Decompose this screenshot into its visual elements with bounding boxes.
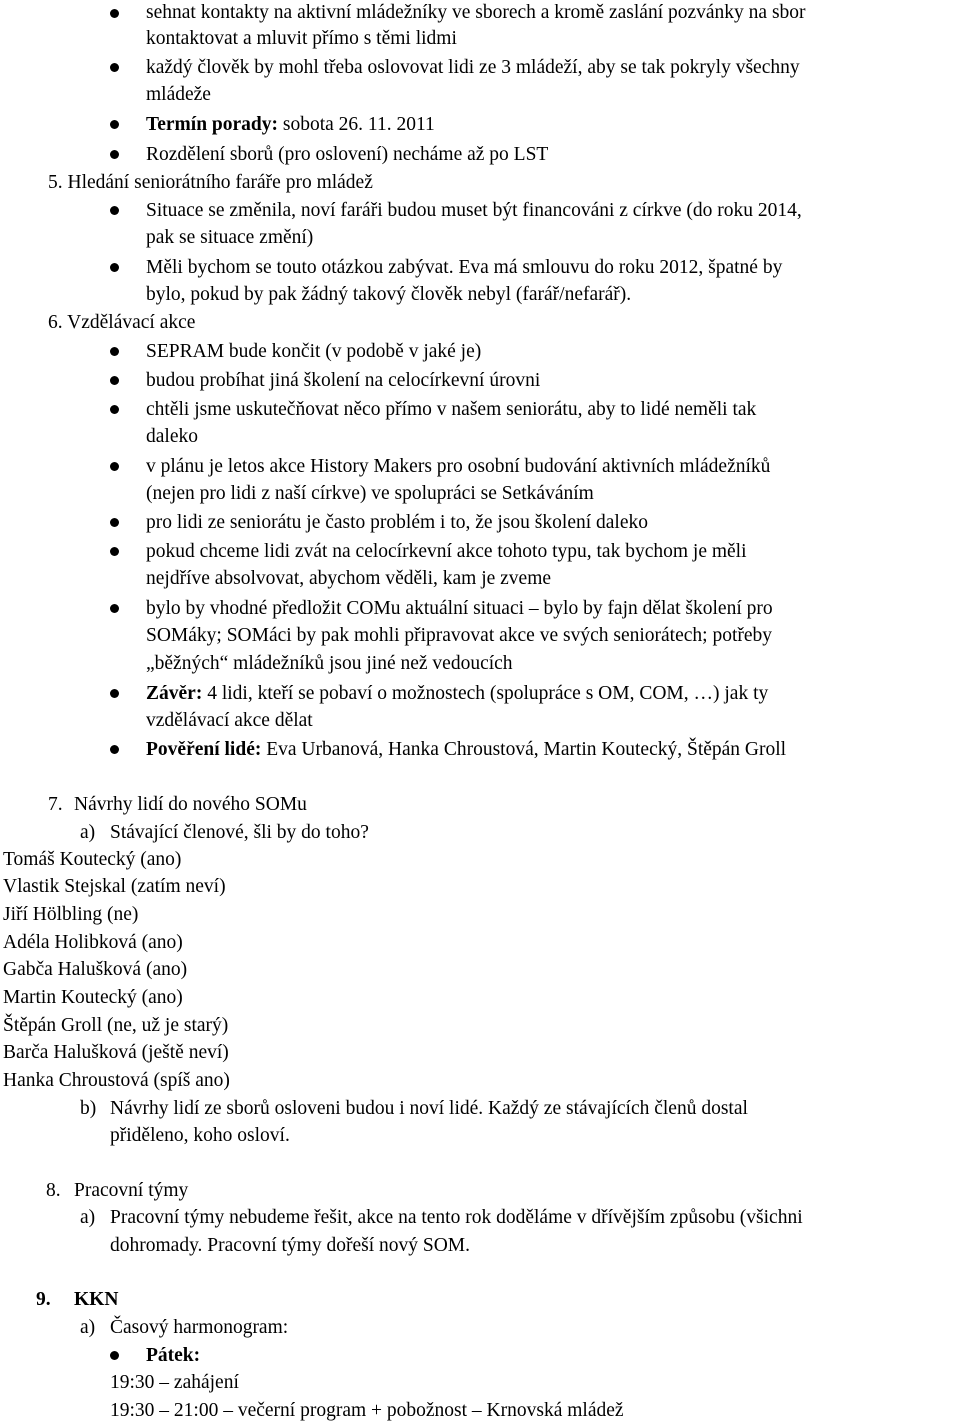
bullet-icon [110,1351,119,1360]
s5-bullet-1-line-1: Situace se změnila, noví faráři budou muset být financováni z církve (do roku 2014, [146,200,802,221]
s4-bullet-3 [146,111,435,139]
s5-bullet-2-line-2: bylo, pokud by pak žádný takový člověk nebyl (farář/nefarář). [146,284,632,305]
schedule-item: 19:30 – 21:00 – večerní program + pobožnost – Krnovská mládež [110,1400,624,1421]
bullet-icon [110,547,119,556]
bullet-icon [110,120,119,129]
s7-b-line-2: přiděleno, koho osloví. [110,1125,290,1146]
bullet-icon [110,518,119,527]
section-8-heading: Pracovní týmy [74,1180,189,1201]
s4-bullet-2-line-1: každý člověk by mohl třeba oslovovat lidi ze 3 mládeží, aby se tak pokryly všechny [146,57,800,78]
s5-bullet-1-line-2: pak se situace změní) [146,227,314,248]
s6-bullet-6-line-1: pokud chceme lidi zvát na celocírkevní akce tohoto typu, tak bychom je měli [146,541,747,562]
s6-bullet-1: SEPRAM bude končit (v podobě v jaké je) [146,341,482,362]
bullet-icon [110,604,119,613]
person-line: Jiří Hölbling (ne) [3,904,139,925]
bullet-icon [110,405,119,414]
person-line: Vlastik Stejskal (zatím neví) [3,876,226,897]
section-7-number: 7. [48,794,63,815]
s6-bullet-8-line-2: vzdělávací akce dělat [146,710,313,731]
s8-a-marker: a) [80,1207,96,1228]
s6-bullet-3-line-1: chtěli jsme uskutečňovat něco přímo v našem seniorátu, aby to lidé neměli tak [146,399,757,420]
s9-a-text: Časový harmonogram: [110,1317,289,1338]
person-line: Barča Halušková (ještě neví) [3,1042,229,1063]
s9-a-marker: a) [80,1317,96,1338]
meeting-date-label: Termín porady: [146,114,278,135]
section-9-heading: KKN [74,1289,119,1310]
s6-bullet-3-line-2: daleko [146,426,198,447]
s7-a-marker: a) [80,822,96,843]
bullet-icon [110,462,119,471]
schedule-item: 19:30 – zahájení [110,1372,239,1393]
s6-bullet-6-line-2: nejdříve absolvovat, abychom věděli, kam je zveme [146,568,552,589]
bullet-icon [110,150,119,159]
bullet-icon [110,63,119,72]
bullet-icon [110,9,119,18]
person-line: Adéla Holibková (ano) [3,932,183,953]
person-line: Tomáš Koutecký (ano) [3,849,182,870]
bullet-icon [110,376,119,385]
s6-bullet-4-line-2: (nejen pro lidi z naší církve) ve spolupráci se Setkáváním [146,483,594,504]
section-9-number: 9. [36,1289,51,1310]
conclusion-label: Závěr: [146,683,203,704]
s7-b-marker: b) [80,1098,97,1119]
s7-b-line-1: Návrhy lidí ze sborů osloveni budou i noví lidé. Každý ze stávajících členů dostal [110,1098,748,1119]
conclusion-text: 4 lidi, kteří se pobaví o možnostech (spolupráce s OM, COM, …) jak ty [202,683,769,704]
s7-a-text: Stávající členové, šli by do toho? [110,822,369,843]
s6-bullet-8-line-1 [146,680,768,708]
bullet-icon [110,263,119,272]
s4-bullet-1-line-2: kontaktovat a mluvit přímo s těmi lidmi [146,28,457,49]
assigned-people-text: Eva Urbanová, Hanka Chroustová, Martin Koutecký, Štěpán Groll [261,739,787,760]
person-line: Gabča Halušková (ano) [3,959,188,980]
bullet-icon [110,206,119,215]
s6-bullet-7-line-2: SOMáky; SOMáci by pak mohli připravovat akce ve svých seniorátech; potřeby [146,625,773,646]
s6-bullet-9 [146,736,786,764]
day-label: Pátek: [146,1345,201,1366]
section-6-heading: 6. Vzdělávací akce [48,312,196,333]
person-line: Hanka Chroustová (spíš ano) [3,1070,230,1091]
section-5-heading: 5. Hledání seniorátního faráře pro mládež [48,172,373,193]
assigned-people-label: Pověření lidé: [146,739,262,760]
bullet-icon [110,689,119,698]
section-8-number: 8. [46,1180,61,1201]
s8-a-line-2: dohromady. Pracovní týmy dořeší nový SOM. [110,1235,470,1256]
bullet-icon [110,745,119,754]
s5-bullet-2-line-1: Měli bychom se touto otázkou zabývat. Eva má smlouvu do roku 2012, špatné by [146,257,783,278]
s4-bullet-4: Rozdělení sborů (pro oslovení) necháme až po LST [146,144,549,165]
section-7-heading: Návrhy lidí do nového SOMu [74,794,307,815]
s8-a-line-1: Pracovní týmy nebudeme řešit, akce na tento rok doděláme v dřívějším způsobu (všichni [110,1207,803,1228]
s4-bullet-1-line-1: sehnat kontakty na aktivní mládežníky ve sborech a kromě zaslání pozvánky na sbor [146,2,806,23]
s4-bullet-2-line-2: mládeže [146,84,211,105]
meeting-date-value: sobota 26. 11. 2011 [278,114,435,135]
person-line: Martin Koutecký (ano) [3,987,183,1008]
person-line: Štěpán Groll (ne, už je starý) [3,1015,229,1036]
s6-bullet-2: budou probíhat jiná školení na celocírkevní úrovni [146,370,541,391]
s6-bullet-4-line-1: v plánu je letos akce History Makers pro osobní budování aktivních mládežníků [146,456,771,477]
s6-bullet-5: pro lidi ze seniorátu je často problém i to, že jsou školení daleko [146,512,648,533]
s6-bullet-7-line-1: bylo by vhodné předložit COMu aktuální situaci – bylo by fajn dělat školení pro [146,598,773,619]
s6-bullet-7-line-3: „běžných“ mládežníků jsou jiné než vedoucích [146,653,513,674]
bullet-icon [110,347,119,356]
